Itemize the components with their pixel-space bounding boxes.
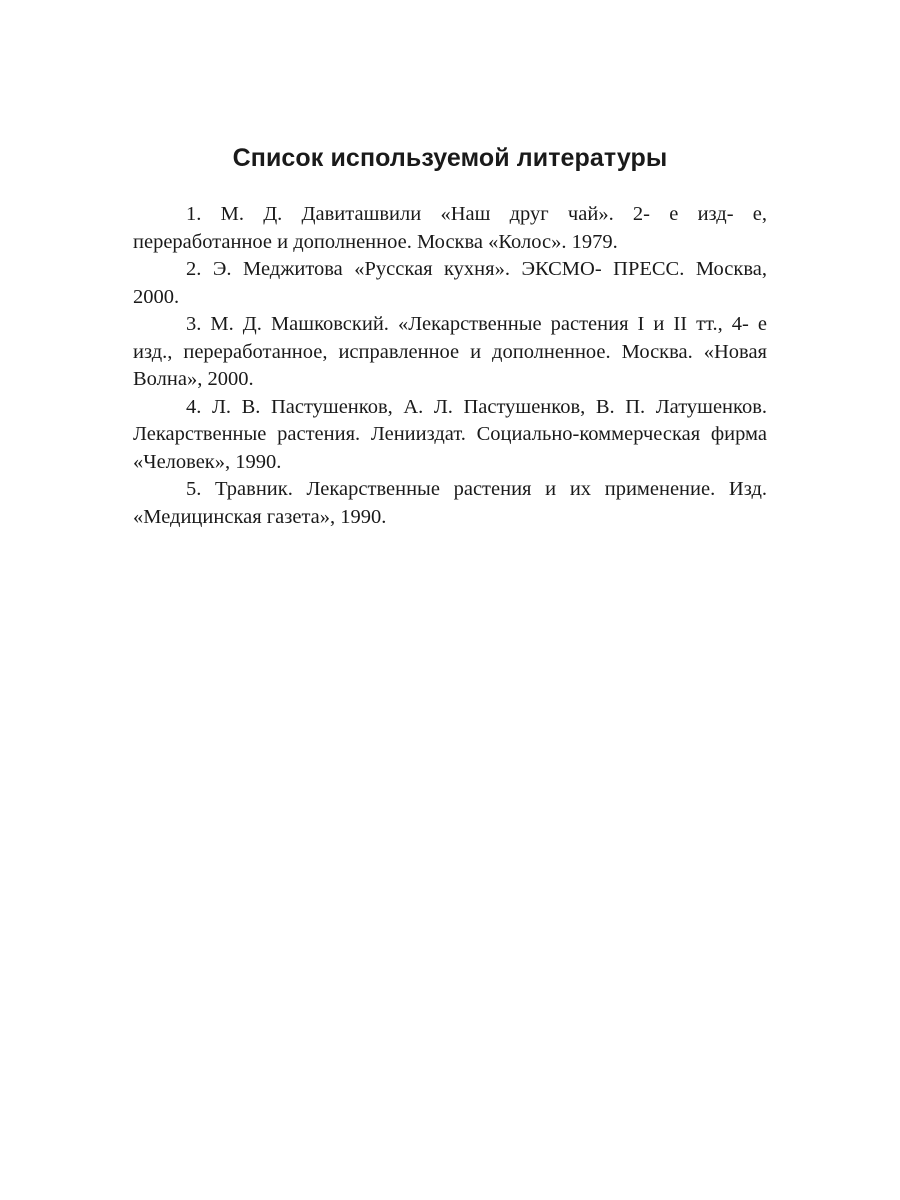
reference-item: 5. Травник. Лекарственные растения и их применение. Изд. «Медицинская газета», 1990. [133, 478, 767, 528]
page-title: Список используемой литературы [232, 144, 668, 172]
reference-item: 2. Э. Меджитова «Русская кухня». ЭКСМО- ПРЕСС. Москва, 2000. [133, 258, 767, 308]
reference-item: 1. М. Д. Давиташвили «Наш друг чай». 2- е изд- е, переработанное и дополненное. Москва «Колос». 1979. [133, 203, 767, 253]
reference-list [133, 201, 767, 531]
reference-item: 4. Л. В. Пастушенков, А. Л. Пастушенков, В. П. Латушенков. Лекарственные растения. Ленииздат. Социально-коммерческая фирма «Человек», 1990. [133, 395, 767, 473]
reference-item: 3. М. Д. Машковский. «Лекарственные растения I и II тт., 4- е изд., переработанное, исправленное и дополненное. Москва. «Новая Волна», 2000. [133, 313, 767, 390]
document-page [133, 140, 767, 531]
